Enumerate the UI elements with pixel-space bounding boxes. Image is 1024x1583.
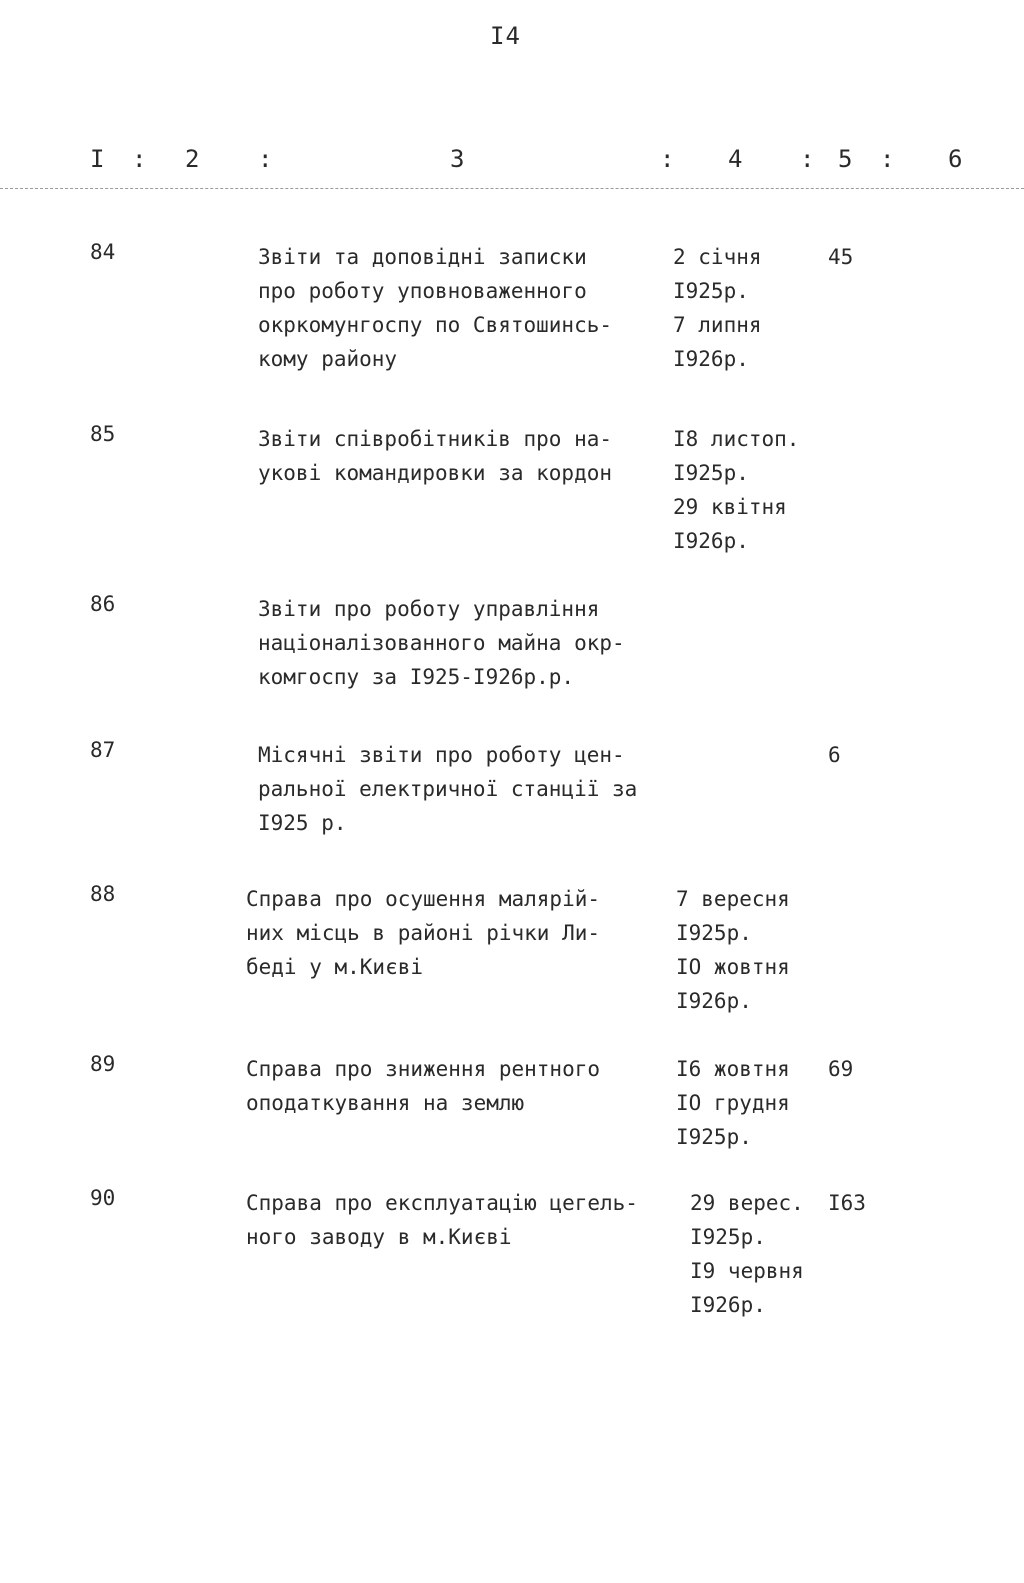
column-header-5: 5 [838,145,853,173]
row-dates [676,882,836,1018]
title-line: Справа про зниження рентного [246,1057,601,1081]
title-line: комгоспу за I925-I926р.р. [258,665,575,689]
date-line: I926р. [673,529,749,553]
row-title [258,422,688,490]
row-count: I63 [828,1191,866,1215]
column-header-3: 3 [450,145,465,173]
row-title [246,882,676,984]
title-line: Звіти співробітників про на- [258,427,613,451]
date-line: IO грудня [676,1091,790,1115]
row-count: 6 [828,743,841,767]
date-line: I926р. [690,1293,766,1317]
title-line: про роботу уповноваженного [258,279,587,303]
row-number: 90 [90,1186,116,1210]
title-line: кому району [258,347,398,371]
row-dates [690,1186,850,1322]
row-dates [676,1052,836,1154]
date-line: 7 вересня [676,887,790,911]
date-line: I925р. [690,1225,766,1249]
column-separator: : [258,145,273,173]
row-title [246,1052,676,1120]
column-separator: : [660,145,675,173]
title-line: Справа про експлуатацію цегель- [246,1191,638,1215]
title-line: беді у м.Києві [246,955,424,979]
title-line: них місць в районі річки Ли- [246,921,601,945]
row-number: 85 [90,422,116,446]
date-line: 29 квітня [673,495,787,519]
date-line: I925р. [673,461,749,485]
title-line: оподаткування на землю [246,1091,525,1115]
date-line: I9 червня [690,1259,804,1283]
date-line: I926р. [676,989,752,1013]
page-number: I4 [490,22,521,50]
column-separator: : [800,145,815,173]
date-line: I925р. [676,1125,752,1149]
row-title [258,592,688,694]
date-line: IO жовтня [676,955,790,979]
row-dates [673,422,833,558]
title-line: Справа про осушення малярій- [246,887,601,911]
title-line: I925 р. [258,811,347,835]
title-line: Звіти та доповідні записки [258,245,587,269]
column-header-1: I [90,145,105,173]
row-count: 45 [828,245,854,269]
row-number: 84 [90,240,116,264]
title-line: окркомунгоспу по Святошинсь- [258,313,613,337]
date-line: I925р. [676,921,752,945]
column-header-4: 4 [728,145,743,173]
title-line: укові командировки за кордон [258,461,613,485]
date-line: I6 жовтня [676,1057,790,1081]
title-line: ральної електричної станції за [258,777,638,801]
row-title [258,738,688,840]
header-divider [0,188,1024,189]
column-header-2: 2 [185,145,200,173]
row-number: 86 [90,592,116,616]
column-header-6: 6 [948,145,963,173]
row-dates [673,240,833,376]
date-line: 29 верес. [690,1191,804,1215]
title-line: Місячні звіти про роботу цен- [258,743,625,767]
row-number: 89 [90,1052,116,1076]
date-line: 2 січня [673,245,762,269]
row-number: 87 [90,738,116,762]
row-number: 88 [90,882,116,906]
date-line: I926р. [673,347,749,371]
row-title [246,1186,676,1254]
row-title [258,240,688,376]
date-line: I925р. [673,279,749,303]
title-line: Звіти про роботу управління [258,597,600,621]
date-line: 7 липня [673,313,762,337]
title-line: націоналізованного майна окр- [258,631,625,655]
column-header-row [0,145,1024,185]
row-count: 69 [828,1057,854,1081]
title-line: ного заводу в м.Києві [246,1225,512,1249]
column-separator: : [132,145,147,173]
column-separator: : [880,145,895,173]
date-line: I8 листоп. [673,427,800,451]
